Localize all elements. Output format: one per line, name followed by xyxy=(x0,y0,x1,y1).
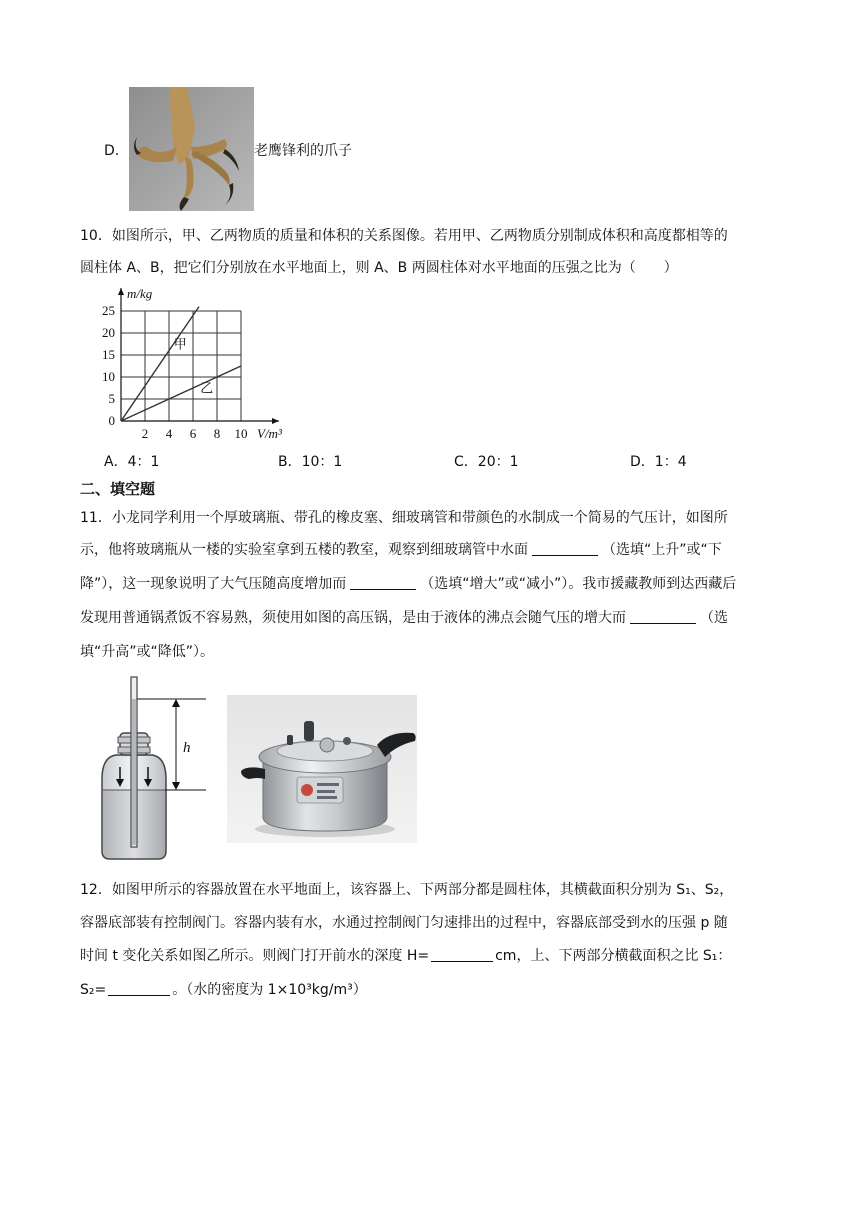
q12-line4 xyxy=(80,980,810,1000)
y-tick-label: 0 xyxy=(108,413,115,428)
q12-l4b: 。（水的密度为 1×10³kg/m³） xyxy=(172,982,367,998)
option-b-text: 10：1 xyxy=(301,454,343,470)
q11-l3a: 降”），这一现象说明了大气压随高度增加而 xyxy=(80,576,347,592)
height-label-h: h xyxy=(183,740,191,756)
q10-stem-line2: 圆柱体 A、B，把它们分别放在水平地面上，则 A、B 两圆柱体对水平地面的压强之比为（ ） xyxy=(80,260,678,276)
x-tick-label: 8 xyxy=(213,426,221,441)
option-d[interactable] xyxy=(630,452,687,472)
x-tick-label: 4 xyxy=(165,426,173,441)
option-d10-text: 1：4 xyxy=(654,454,687,470)
option-d-letter: D. xyxy=(104,143,120,159)
x-tick-label: 2 xyxy=(141,426,149,441)
answer-blank-2[interactable] xyxy=(350,575,416,590)
y-axis-label: m/kg xyxy=(127,286,153,301)
q11-line2 xyxy=(80,540,810,560)
q12-line1: 12．如图甲所示的容器放置在水平地面上，该容器上、下两部分都是圆柱体，其横截面积分别为 S₁、S₂， xyxy=(80,882,734,898)
y-tick-label: 20 xyxy=(102,325,115,340)
option-a[interactable] xyxy=(104,452,159,472)
x-tick-label: 10 xyxy=(234,426,248,441)
x-tick-label: 6 xyxy=(189,426,197,441)
option-d-text: 老鹰锋利的爪子 xyxy=(254,143,352,159)
q12-l3a: 时间 t 变化关系如图乙所示。则阀门打开前水的深度 H= xyxy=(80,948,430,964)
q11-l2b: （选填“上升”或“下 xyxy=(602,542,722,558)
section-heading: 二、填空题 xyxy=(80,480,156,498)
q11-l4b: （选 xyxy=(700,610,728,626)
q12-l3b: cm，上、下两部分横截面积之比 S₁： xyxy=(495,948,732,964)
x-axis-label: V/m³ xyxy=(257,426,282,441)
series-label-yi: 乙 xyxy=(200,381,214,397)
answer-blank-4[interactable] xyxy=(431,947,493,962)
mass-volume-chart xyxy=(95,280,295,445)
y-tick-label: 10 xyxy=(102,369,115,384)
option-d10-letter: D． xyxy=(630,454,655,470)
option-b-letter: B． xyxy=(278,454,302,470)
q11-line1: 11．小龙同学利用一个厚玻璃瓶、带孔的橡皮塞、细玻璃管和带颜色的水制成一个简易的气压计，如图所 xyxy=(80,510,728,526)
option-c[interactable] xyxy=(454,452,519,472)
option-c-letter: C． xyxy=(454,454,478,470)
y-tick-label: 25 xyxy=(102,303,115,318)
q11-l2a: 示，他将玻璃瓶从一楼的实验室拿到五楼的教室，观察到细玻璃管中水面 xyxy=(80,542,528,558)
answer-blank-5[interactable] xyxy=(108,981,170,996)
x-axis-arrow xyxy=(272,418,279,424)
option-b[interactable] xyxy=(278,452,342,472)
q12-l4a: S₂= xyxy=(80,982,107,998)
y-tick-label: 15 xyxy=(102,347,115,362)
q11-l3b: （选填“增大”或“减小”）。我市援藏教师到达西藏后 xyxy=(420,576,737,592)
series-label-jia: 甲 xyxy=(173,337,187,353)
q11-line4 xyxy=(80,608,810,628)
q11-line3 xyxy=(80,574,810,594)
y-axis-arrow xyxy=(118,288,124,295)
option-a-text: 4：1 xyxy=(127,454,160,470)
q12-line3 xyxy=(80,946,810,966)
q12-line2: 容器底部装有控制阀门。容器内装有水，水通过控制阀门匀速排出的过程中，容器底部受到水的压强 p 随 xyxy=(80,915,728,931)
answer-blank-3[interactable] xyxy=(630,609,696,624)
q11-l4a: 发现用普通锅煮饭不容易熟，须使用如图的高压锅，是由于液体的沸点会随气压的增大而 xyxy=(80,610,626,626)
q11-line5: 填“升高”或“降低”）。 xyxy=(80,644,215,660)
barometer-figure xyxy=(96,675,216,865)
answer-blank-1[interactable] xyxy=(532,541,598,556)
option-a-letter: A． xyxy=(104,454,128,470)
eagle-claw-photo xyxy=(129,87,254,211)
y-tick-label: 5 xyxy=(108,391,115,406)
option-c-text: 20：1 xyxy=(477,454,519,470)
q10-stem-line1: 10．如图所示，甲、乙两物质的质量和体积的关系图像。若用甲、乙两物质分别制成体积和高度都相等的 xyxy=(80,228,728,244)
pressure-cooker-photo xyxy=(227,695,417,843)
